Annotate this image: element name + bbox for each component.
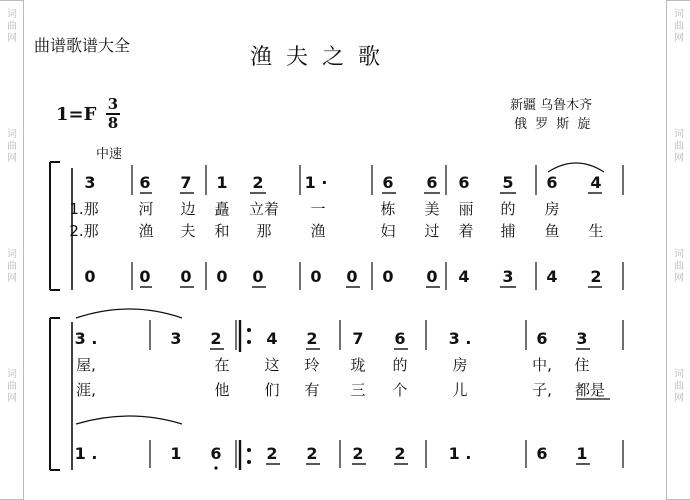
watermark-glyph: 词 [7, 129, 17, 140]
lyric-verse2: 那 [256, 222, 272, 240]
lyric-verse2: 个 [392, 381, 408, 399]
note-upper: 6 [394, 329, 406, 348]
lyric-verse2: 2.那 [69, 222, 99, 240]
watermark-glyph: 曲 [7, 141, 17, 152]
note-upper: 2 [306, 329, 318, 348]
note-lower: 2 [306, 444, 318, 463]
watermark-glyph: 词 [7, 369, 17, 380]
lyric-verse1: 房 [452, 356, 468, 374]
watermark-glyph: 曲 [674, 261, 684, 272]
note-lower: 0 [139, 267, 151, 286]
watermark-glyph: 词 [7, 9, 17, 20]
watermark-glyph: 词 [674, 249, 684, 260]
origin-line-2: 俄 罗 斯 旋 [514, 117, 593, 132]
note-upper: 4 [266, 329, 278, 348]
note-upper: 6 [139, 173, 151, 192]
lyric-verse1: 屋, [76, 356, 96, 374]
lyric-verse1: 1.那 [69, 200, 99, 218]
note-lower: 1 . [74, 444, 98, 463]
note-lower: 0 [252, 267, 264, 286]
lyric-verse2: 和 [214, 222, 230, 240]
lyric-verse2: 生 [588, 222, 604, 240]
lyric-verse1: 玲 [304, 356, 320, 374]
note-upper: 6 [382, 173, 394, 192]
watermark-glyph: 网 [674, 273, 684, 284]
note-lower: 4 [546, 267, 558, 286]
watermark-glyph: 曲 [7, 21, 17, 32]
lyric-verse2: 渔 [138, 222, 154, 240]
octave-dot [214, 466, 217, 469]
lyric-verse1: 美 [424, 200, 440, 218]
note-upper: 6 [536, 329, 548, 348]
note-lower: 0 [84, 267, 96, 286]
watermark-glyph: 网 [674, 153, 684, 164]
tie [76, 309, 182, 318]
watermark-glyph: 词 [674, 129, 684, 140]
lyric-verse1: 一 [310, 200, 326, 218]
watermark-glyph: 曲 [674, 21, 684, 32]
note-lower: 2 [352, 444, 364, 463]
slur [548, 163, 604, 172]
lyric-verse1: 边 [180, 200, 196, 218]
lyric-verse1: 在 [214, 356, 230, 374]
note-lower: 0 [216, 267, 228, 286]
note-lower: 0 [382, 267, 394, 286]
lyric-verse1: 立着 [248, 200, 280, 218]
lyric-verse2: 捕 [500, 222, 516, 240]
lyric-verse2: 子, [532, 381, 552, 399]
repeat-dot [247, 328, 251, 332]
note-upper: 2 [252, 173, 264, 192]
watermark-glyph: 曲 [7, 381, 17, 392]
watermark-glyph: 网 [7, 33, 17, 44]
watermark-glyph: 网 [7, 273, 17, 284]
time-denominator: 8 [107, 114, 119, 132]
tempo-marking: 中速 [96, 147, 123, 162]
note-upper: 6 [546, 173, 558, 192]
note-upper: 3 [84, 173, 96, 192]
lyric-verse1: 住 [574, 356, 590, 374]
note-upper: 6 [458, 173, 470, 192]
watermark-glyph: 网 [674, 33, 684, 44]
lyric-verse1: 珑 [350, 356, 366, 374]
note-lower: 3 [502, 267, 514, 286]
watermark-glyph: 曲 [674, 141, 684, 152]
note-upper: 1 [216, 173, 228, 192]
note-lower: 1 . [448, 444, 472, 463]
note-upper: 3 . [448, 329, 472, 348]
repeat-dot [247, 460, 251, 464]
lyric-verse2: 三 [350, 381, 366, 399]
note-lower: 2 [394, 444, 406, 463]
lyric-verse2: 夫 [180, 222, 196, 240]
lyric-verse2: 涯, [76, 381, 96, 399]
note-upper: 2 [210, 329, 222, 348]
note-upper: 1 · [304, 173, 328, 192]
lyric-verse1: 河 [138, 200, 154, 218]
note-lower: 6 [210, 444, 222, 463]
lyric-verse2: 着 [458, 222, 474, 240]
key-text: 1=F [56, 104, 97, 125]
origin-line-1: 新疆 乌鲁木齐 [510, 98, 593, 113]
note-lower: 0 [180, 267, 192, 286]
song-title: 渔夫之歌 [250, 45, 395, 70]
note-upper: 6 [426, 173, 438, 192]
lyric-verse1: 房 [544, 200, 560, 218]
note-lower: 0 [346, 267, 358, 286]
repeat-dot [247, 340, 251, 344]
watermark-glyph: 曲 [7, 261, 17, 272]
watermark-glyph: 网 [7, 393, 17, 404]
note-upper: 7 [180, 173, 192, 192]
watermark-glyph: 词 [674, 9, 684, 20]
note-lower: 2 [266, 444, 278, 463]
note-lower: 1 [576, 444, 588, 463]
lyric-verse1: 丽 [458, 200, 474, 218]
lyric-verse1: 的 [500, 200, 516, 218]
watermark-glyph: 曲 [674, 381, 684, 392]
note-upper: 7 [352, 329, 364, 348]
note-lower: 4 [458, 267, 470, 286]
watermark-glyph: 网 [674, 393, 684, 404]
lyric-verse1: 这 [264, 356, 280, 374]
note-upper: 3 . [74, 329, 98, 348]
watermark-glyph: 网 [7, 153, 17, 164]
watermark-glyph: 词 [674, 369, 684, 380]
note-lower: 6 [536, 444, 548, 463]
lyric-verse1: 矗 [214, 200, 230, 218]
note-upper: 5 [502, 173, 514, 192]
lyric-verse2: 都是 [574, 381, 606, 399]
note-lower: 0 [310, 267, 322, 286]
lyric-verse2: 他 [214, 381, 230, 399]
note-lower: 0 [426, 267, 438, 286]
lyric-verse2: 过 [424, 222, 440, 240]
lyric-verse2: 妇 [380, 222, 396, 240]
lyric-verse2: 儿 [452, 381, 468, 399]
time-numerator: 3 [107, 95, 119, 113]
lyric-verse1: 的 [392, 356, 408, 374]
repeat-dot [247, 448, 251, 452]
lyric-verse1: 栋 [380, 200, 396, 218]
note-lower: 1 [170, 444, 182, 463]
lyric-verse2: 鱼 [544, 222, 560, 240]
note-upper: 3 [170, 329, 182, 348]
lyric-verse2: 渔 [310, 222, 326, 240]
lyric-verse2: 们 [264, 381, 280, 399]
lyric-verse2: 有 [304, 381, 320, 399]
note-upper: 3 [576, 329, 588, 348]
lyric-verse1: 中, [532, 356, 552, 374]
watermark-glyph: 词 [7, 249, 17, 260]
site-name: 曲谱歌谱大全 [34, 36, 131, 55]
note-lower: 2 [590, 267, 602, 286]
tie [76, 416, 182, 424]
note-upper: 4 [590, 173, 602, 192]
